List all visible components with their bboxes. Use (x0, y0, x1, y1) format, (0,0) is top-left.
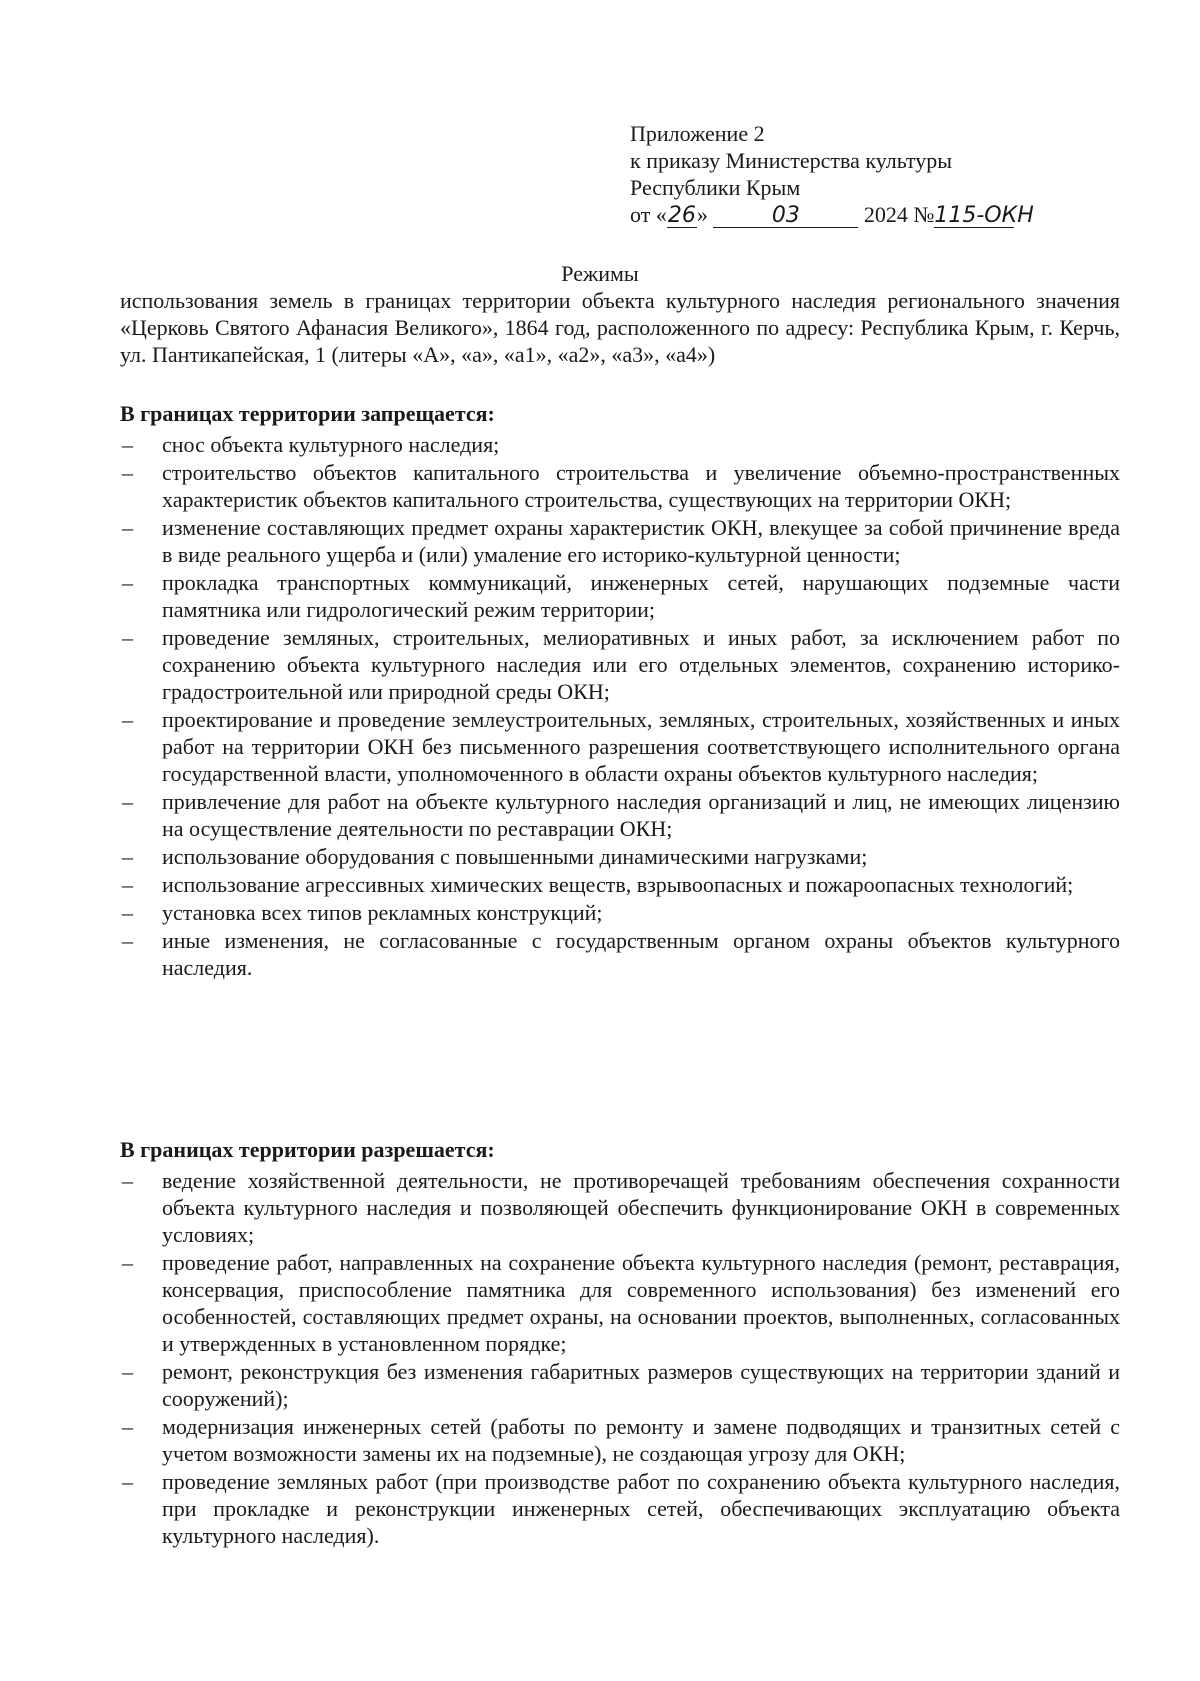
list-item: – использование агрессивных химических веществ, взрывоопасных и пожароопасных технологий; (120, 871, 1120, 898)
prohibited-heading: В границах территории запрещается: (120, 401, 495, 426)
date-year: 2024 № (863, 202, 935, 227)
date-prefix: от « (630, 202, 667, 227)
list-item: – иные изменения, не согласованные с государственным органом охраны объектов культурного наследия. (120, 927, 1120, 981)
allowed-list (120, 1167, 1120, 1549)
date-day-close: » (696, 202, 708, 227)
document-subtitle: использования земель в границах территории объекта культурного наследия регионального значения «Церковь Святого Афанасия Великого», 1864 год, расположенного по адресу: Республика Крым, г. Керчь, ул. Пантикапейская, 1 (литеры «А», «а», «а1», «а2», «а3», «а4») (120, 288, 1120, 367)
allowed-heading: В границах территории разрешается: (120, 1137, 495, 1162)
handwritten-order-number: 115-ОКН (934, 203, 1034, 228)
list-item: – строительство объектов капитального строительства и увеличение объемно-пространственных характеристик объектов капитального строительства, существующих на территории ОКН; (120, 459, 1120, 513)
list-item: – ремонт, реконструкция без изменения габаритных размеров существующих на территории зданий и сооружений); (120, 1358, 1120, 1412)
appendix-label: Приложение 2 (630, 121, 765, 146)
list-item: – привлечение для работ на объекте культурного наследия организаций и лиц, не имеющих лицензию на осуществление деятельности по реставрации ОКН; (120, 788, 1120, 842)
list-item: – прокладка транспортных коммуникаций, инженерных сетей, нарушающих подземные части памятника или гидрологический режим территории; (120, 569, 1120, 623)
list-item: – проведение работ, направленных на сохранение объекта культурного наследия (ремонт, реставрация, консервация, приспособление памятника для современного использования) без изменений его особенностей, составляющих предмет охраны, на основании проектов, выполненных, согласованных и утвержденных в установленном порядке; (120, 1249, 1120, 1357)
order-reference: к приказу Министерства культуры (630, 148, 953, 173)
prohibited-list (120, 431, 1120, 981)
list-item: – использование оборудования с повышенными динамическими нагрузками; (120, 843, 1120, 870)
list-item: – установка всех типов рекламных конструкций; (120, 899, 1120, 926)
handwritten-day: 26 (667, 203, 696, 228)
list-item: – модернизация инженерных сетей (работы по ремонту и замене подводящих и транзитных сетей с учетом возможности замены их на подземные), не создающая угрозу для ОКН; (120, 1413, 1120, 1467)
list-item: – ведение хозяйственной деятельности, не противоречащей требованиям обеспечения сохранности объекта культурного наследия и позволяющей обеспечить функционирование ОКН в современных условиях; (120, 1167, 1120, 1248)
list-item: – проектирование и проведение землеустроительных, земляных, строительных, хозяйственных и иных работ на территории ОКН без письменного разрешения соответствующего исполнительного органа государственной власти, уполномоченного в области охраны объектов культурного наследия; (120, 706, 1120, 787)
order-date-line (630, 201, 1110, 228)
list-item: – проведение земляных работ (при производстве работ по сохранению объекта культурного наследия, при прокладке и реконструкции инженерных сетей, обеспечивающих эксплуатацию объекта культурного наследия). (120, 1468, 1120, 1549)
document-title: Режимы (561, 261, 639, 286)
list-item: – изменение составляющих предмет охраны характеристик ОКН, влекущее за собой причинение вреда в виде реального ущерба и (или) умаление его историко-культурной ценности; (120, 514, 1120, 568)
allowed-section (120, 1136, 1120, 1550)
republic-name: Республики Крым (630, 175, 801, 200)
list-item: – снос объекта культурного наследия; (120, 431, 1120, 458)
list-item: – проведение земляных, строительных, мелиоративных и иных работ, за исключением работ по сохранению объекта культурного наследия или его отдельных элементов, сохранению историко-градостроительной или природной среды ОКН; (120, 624, 1120, 705)
handwritten-month: 03 (713, 205, 858, 228)
appendix-header (630, 120, 1110, 228)
prohibited-section (120, 400, 1120, 982)
